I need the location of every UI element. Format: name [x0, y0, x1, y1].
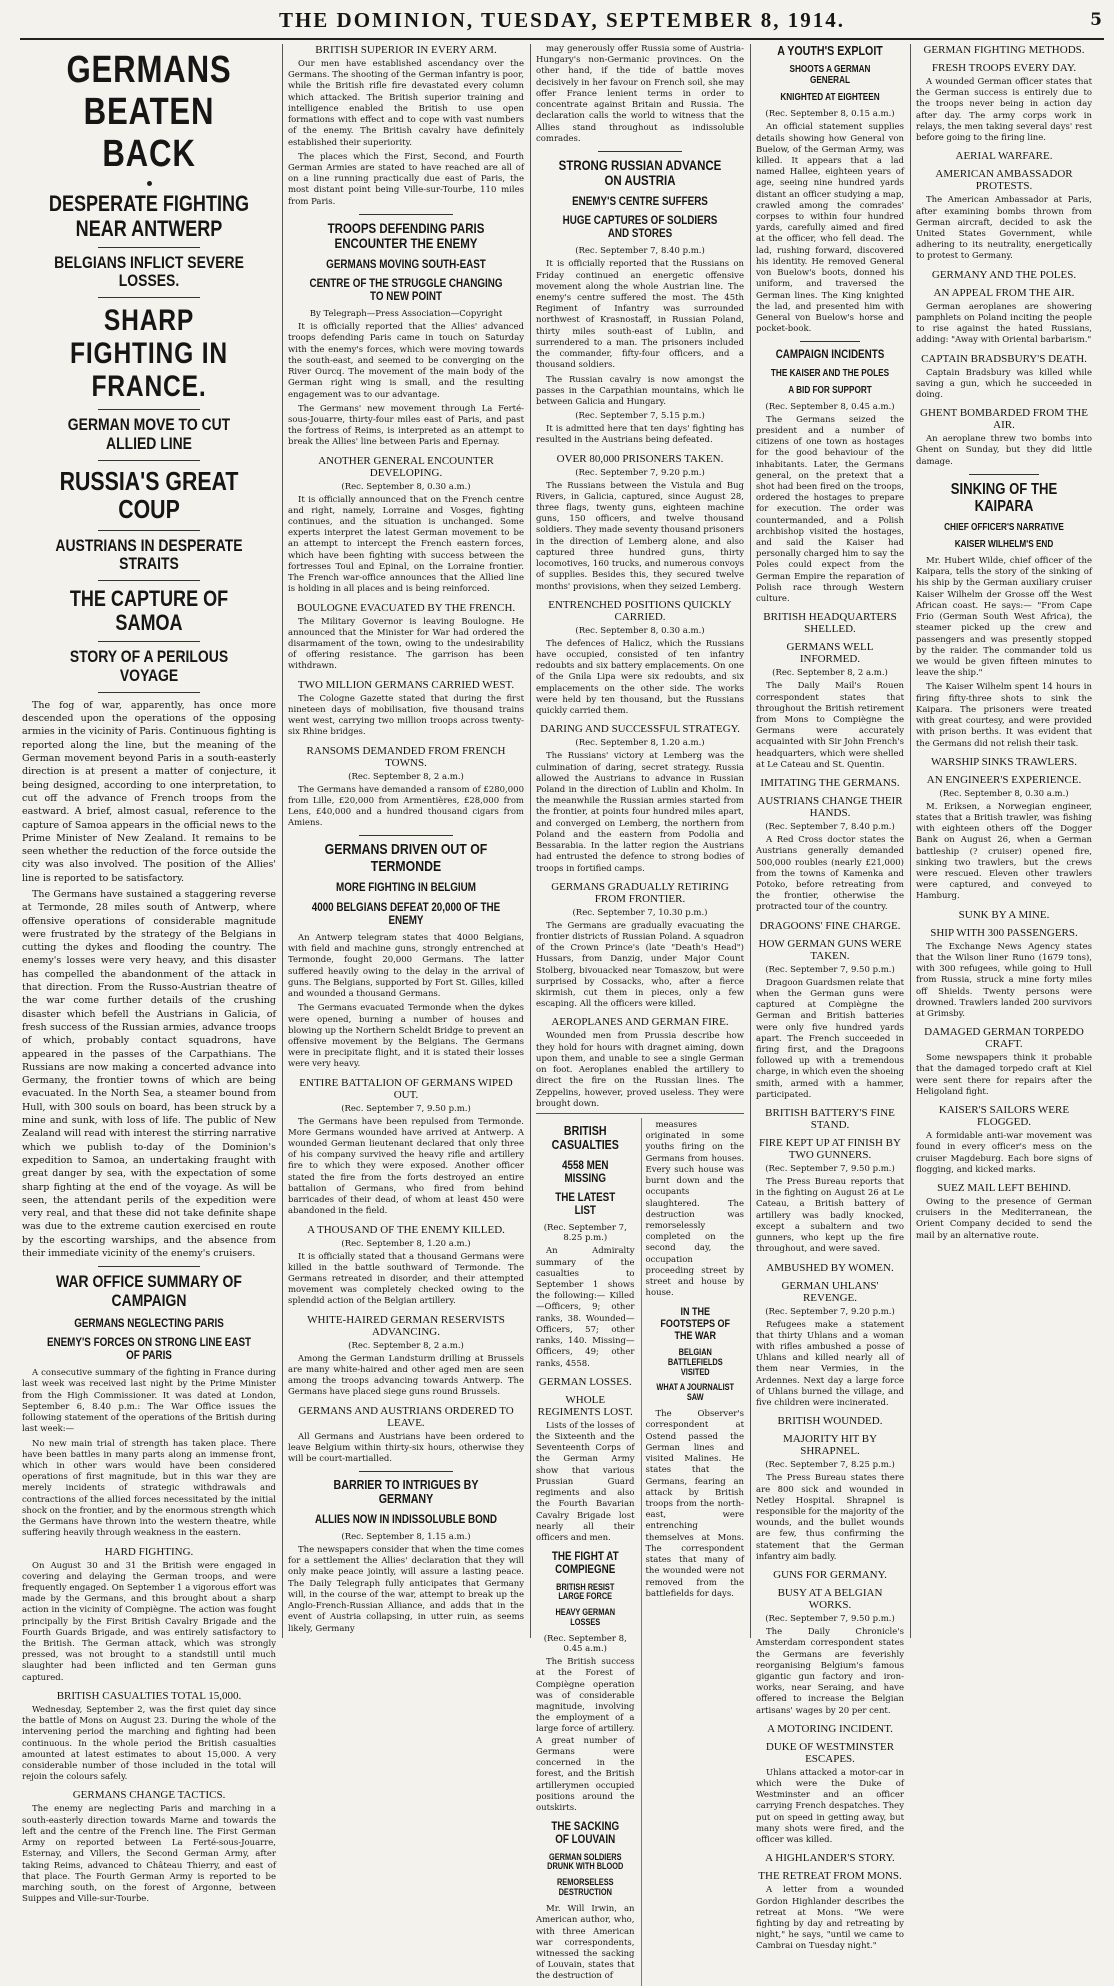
- dateline: (Rec. September 7, 8.40 p.m.): [765, 822, 895, 833]
- section-heading: BRITISH BATTERY'S FINE STAND.: [765, 1107, 895, 1132]
- article-paragraph: Dragoon Guardsmen relate that when the German guns were captured at Compiègne the German and British batteries were only five hundred yards apart. The French succeeded in firing first, and the Dragoons followed up with a tremendous charge, in which even the shoeing smith, armed with a hammer, participated.: [756, 977, 904, 1100]
- divider: [598, 151, 681, 152]
- article-paragraph: An Admiralty summary of the casualties to September 1 shows the following:— Killed—Officers, 9; other ranks, 38. Wounded—Officers, 57; other ranks, 140. Missing—Officers, 49; other ranks, 4558.: [536, 1246, 635, 1369]
- article-paragraph: Uhlans attacked a motor-car in which were the Duke of Westminster and an officer carrying French despatches. They put on speed in getting away, but many shots were fired, and the officer was killed.: [756, 1767, 904, 1846]
- article-paragraph: Wednesday, September 2, was the first quiet day since the battle of Mons on August 23. During the whole of the intervening period the marching and fighting had been continuous. In the whole period the British casualties amounted at latest estimates to about 15,000. A very considerable number of those included in the total will rejoin the colours safely.: [22, 1704, 276, 1783]
- article-paragraph: Some newspapers think it probable that the damaged torpedo craft at Kiel were sent there for repairs after the Heligoland fight.: [916, 1053, 1092, 1097]
- dateline: (Rec. September 7, 9.20 p.m.): [765, 1306, 895, 1317]
- column-4: [756, 43, 904, 1952]
- split-section: [536, 1113, 744, 1986]
- headline: SHARP FIGHTING IN FRANCE.: [70, 304, 228, 404]
- dateline: (Rec. September 7, 8.25 p.m.): [765, 1460, 895, 1471]
- subheadline: SHOOTS A GERMAN GENERAL: [789, 64, 871, 87]
- article-paragraph: The Observer's correspondent at Ostend passed the German lines and visited Malines. He states that the Germans, fearing an attack by British troops from the north-east, were entrenching themselves at Mons. The correspondent states that many of the wounded were not removed from the battlefields for days.: [645, 1409, 744, 1599]
- article-paragraph: The Germans have been repulsed from Termonde. More Germans wounded have arrived at Antwerp. A wounded German lieutenant declared that only three of his company survived the heavy rifle and artillery fire to which they were exposed. Another officer stated the fire from the forts destroyed an entire battalion of Germans, who fired from behind barricades of their dead, of whom at least 450 were abandoned in the field.: [288, 1116, 524, 1217]
- subheadline: 4000 BELGIANS DEFEAT 20,000 OF THE ENEMY: [311, 899, 501, 927]
- section-heading: DARING AND SUCCESSFUL STRATEGY.: [540, 723, 740, 736]
- dateline: (Rec. September 7, 9.50 p.m.): [765, 1164, 895, 1175]
- column-2: [288, 44, 524, 1638]
- headline: TROOPS DEFENDING PARIS ENCOUNTER THE ENEMY: [327, 219, 485, 252]
- section-heading: BRITISH CASUALTIES TOTAL 15,000.: [56, 1689, 242, 1702]
- column-rule: [910, 44, 911, 1638]
- section-heading: IMITATING THE GERMANS.: [760, 777, 900, 790]
- divider: [969, 474, 1039, 475]
- section-heading: CAPTAIN BRADSBURY'S DEATH.: [921, 352, 1087, 365]
- masthead: [20, 6, 1104, 40]
- headline: THE FIGHT AT COMPIEGNE: [551, 1549, 619, 1577]
- sub-column-right: [641, 1118, 745, 1986]
- article-paragraph: It is admitted here that ten days' fighting has resulted in the Austrians being defeated.: [536, 424, 744, 446]
- section-heading: AERIAL WARFARE.: [955, 150, 1053, 163]
- article-paragraph: It is officially stated that a thousand Germans were killed in the battle southward of Termonde. The Germans retreated in disorder, and their attempted movement was completely checked owing to the splendid action of the Belgian artillery.: [288, 1251, 524, 1307]
- divider: [359, 1471, 453, 1472]
- section-heading: KAISER'S SAILORS WERE FLOGGED.: [938, 1104, 1070, 1129]
- column-rule: [750, 44, 751, 1638]
- dateline: (Rec. September 7, 9.20 p.m.): [575, 467, 705, 478]
- article-paragraph: M. Eriksen, a Norwegian engineer, states that a British trawler, was fishing with eighteen others off the Dogger Bank on August 26, when a German battleship (? cruiser) opened fire, sinking two trawlers, but the crews were rescued. Eleven other trawlers were captured, and conveyed to Hamburg.: [916, 801, 1092, 902]
- section-heading: FIRE KEPT UP AT FINISH BY TWO GUNNERS.: [759, 1137, 901, 1162]
- headline: STRONG RUSSIAN ADVANCE ON AUSTRIA: [558, 156, 722, 189]
- subheadline: ENEMY'S CENTRE SUFFERS: [572, 193, 708, 208]
- divider: [98, 460, 200, 461]
- subheadline: THE KAISER AND THE POLES: [770, 367, 890, 379]
- dateline: (Rec. September 8, 2 a.m.): [348, 1340, 464, 1351]
- divider: [98, 692, 200, 693]
- sub-column-left: [536, 1118, 635, 1986]
- section-heading: AUSTRIANS CHANGE THEIR HANDS.: [757, 795, 903, 820]
- article-paragraph: The Germans have demanded a ransom of £280,000 from Lille, £20,000 from Armentières, £28,000 from Lens, £40,000 and a hundred thousand cigars from Amiens.: [288, 784, 524, 829]
- section-heading: ANOTHER GENERAL ENCOUNTER DEVELOPING.: [318, 454, 494, 479]
- dateline: (Rec. September 8, 2 a.m.): [348, 771, 464, 782]
- subheadline: CHIEF OFFICER'S NARRATIVE: [944, 522, 1064, 533]
- article-paragraph: The Germans seized the president and a number of citizens of one town as hostages for the good behaviour of the inhabitants. Later, the Germans general, on the pretext that a shot had been fired on the troops, ordered the hostages to prepare for execution. The order was countermanded, and a Polish archbishop visited the hostages, and said the Kaiser had personally charged him to say the Poles could expect from the German Empire the reparation of Polish race through Western culture.: [756, 414, 904, 605]
- article-paragraph: The American Ambassador at Paris, after examining bombs thrown from German aircraft, decided to ask the United States Government, while adhering to its neutrality, energetically to protest to Germany.: [916, 195, 1092, 262]
- article-paragraph: A formidable anti-war movement was found in every officer's mess on the cruiser Magdeburg. Each bore signs of flogging, and kicked marks.: [916, 1131, 1092, 1175]
- section-heading: DRAGOONS' FINE CHARGE.: [759, 919, 901, 932]
- section-heading: AMERICAN AMBASSADOR PROTESTS.: [935, 168, 1073, 193]
- article-paragraph: A Red Cross doctor states the Austrians generally demanded 500,000 roubles (nearly £21,000) from the towns of Kamenka and Potoko, before retreating from the frontier, otherwise the protracted tour of the country.: [756, 835, 904, 913]
- dateline: (Rec. September 8, 0.30 a.m.): [939, 788, 1069, 799]
- subheadline: GERMAN SOLDIERS DRUNK WITH BLOOD: [547, 1851, 624, 1872]
- article-paragraph: No new main trial of strength has taken place. There have been battles in many parts along an immense front, which in other wars would have been considered operations of first magnitude, but in this war they are merely incidents of strategic withdrawals and contractions of the allied forces necessitated by the initial shock on the frontier, and by the enormous strength which the Germans have thrown into the western theatre, while suffering heavily through weakness in the eastern.: [22, 1438, 276, 1539]
- section-heading: TWO MILLION GERMANS CARRIED WEST.: [297, 678, 515, 691]
- divider: [98, 409, 200, 410]
- divider: [98, 530, 200, 531]
- headline: THE SACKING OF LOUVAIN: [551, 1819, 620, 1847]
- dateline: (Rec. September 8, 0.45 a.m.): [543, 1634, 627, 1655]
- section-heading: ENTRENCHED POSITIONS QUICKLY CARRIED.: [548, 598, 732, 623]
- dateline: (Rec. September 8, 1.20 a.m.): [341, 1238, 471, 1249]
- section-heading: GERMANS GRADUALLY RETIRING FROM FRONTIER.: [551, 880, 729, 905]
- section-heading: HOW GERMAN GUNS WERE TAKEN.: [758, 937, 902, 962]
- column-5: [916, 44, 1092, 1638]
- article-paragraph: The Germans are gradually evacuating the frontier districts of Russian Poland. A squadron of the Crown Prince's (late "Death's Head") Hussars, from Danzig, under Major Count Stolberg, bivouacked near Tomaszow, but were surprised by Cossacks, who, after a fierce skirmish, cut them in pieces, only a few escaping. All the officers were killed.: [536, 920, 744, 1010]
- article-paragraph: The Russians' victory at Lemberg was the culmination of daring, secret strategy. Russia allowed the Austrians to advance in Russian Poland in the direction of Lublin and Kholm. In the meanwhile the Russian armies started from the frontier, at points four hundred miles apart, and converged on Lemberg, the northern from Poland and the eastern from Podolia and Bessarabia. In the latter region the Austrians had entrusted the defence to strong bodies of troops in fortified camps.: [536, 751, 744, 874]
- dateline: (Rec. September 8, 0.15 a.m.): [765, 109, 895, 120]
- divider: [98, 580, 200, 581]
- subheadline: BELGIAN BATTLEFIELDS VISITED: [667, 1346, 723, 1377]
- subheadline: ENEMY'S FORCES ON STRONG LINE EAST OF PARIS: [46, 1334, 252, 1363]
- section-heading: BRITISH SUPERIOR IN EVERY ARM.: [315, 44, 497, 56]
- divider: [98, 297, 200, 298]
- section-heading: BOULOGNE EVACUATED BY THE FRENCH.: [296, 601, 516, 614]
- headline: THE CAPTURE OF SAMOA: [69, 586, 229, 636]
- section-heading: BRITISH WOUNDED.: [777, 1415, 883, 1428]
- headline: IN THE FOOTSTEPS OF THE WAR: [659, 1305, 730, 1342]
- article-paragraph: Wounded men from Prussia describe how they hold for hours with dragnet aiming, down upon them, and unable to see a single German on foot. Aeroplanes enabled the artillery to direct the fire on the Russian lines. The Zeppelins, however, proved useless. They were brought down.: [536, 1031, 744, 1109]
- section-heading: SUEZ MAIL LEFT BEHIND.: [937, 1181, 1071, 1194]
- divider: [359, 835, 453, 836]
- article-paragraph: The Daily Chronicle's Amsterdam correspondent states the Germans are feverishly reorganising Belgium's famous gigantic gun factory and iron-works, near Seraing, and have offered to increase the Belgian artisans' wages by 20 per cent.: [756, 1627, 904, 1716]
- section-heading: BRITISH HEADQUARTERS SHELLED.: [763, 611, 897, 636]
- dateline: (Rec. September 8, 0.30 a.m.): [575, 625, 705, 636]
- dateline: (Rec. September 8, 1.20 a.m.): [575, 738, 705, 749]
- headline: WAR OFFICE SUMMARY OF CAMPAIGN: [56, 1272, 242, 1310]
- section-heading: GERMANY AND THE POLES.: [931, 268, 1077, 281]
- article-paragraph: The Daily Mail's Rouen correspondent states that throughout the British retirement from Mons to Compiègne the Germans were accurately acquainted with Sir John French's headquarters, which were shelled at Le Cateau and St. Quentin.: [756, 681, 904, 770]
- subheadline: GERMANS NEGLECTING PARIS: [74, 1315, 224, 1330]
- headline: GERMAN MOVE TO CUT ALLIED LINE: [67, 415, 231, 453]
- headline: BELGIANS INFLICT SEVERE LOSSES.: [54, 252, 244, 291]
- section-heading: THE RETREAT FROM MONS.: [758, 1870, 902, 1883]
- article-paragraph: The Germans' new movement through La Ferté-sous-Jouarre, thirty-four miles east of Paris, and past the fortress of Reims, is interpreted as an attempt to break the Allies' line between Paris and Epernay.: [288, 403, 524, 448]
- headline: DESPERATE FIGHTING NEAR ANTWERP: [48, 191, 250, 241]
- article-paragraph: Lists of the losses of the Sixteenth and the Seventeenth Corps of the German Army show that various Prussian Guard regiments and also the Fourth Bavarian Cavalry Brigade lost nearly all their officers and men.: [536, 1420, 635, 1543]
- dateline: (Rec. September 8, 0.30 a.m.): [341, 481, 471, 492]
- article-paragraph: Mr. Hubert Wilde, chief officer of the Kaipara, tells the story of the sinking of his ship by the German auxiliary cruiser Kaiser Wilhelm der Grosse off the West African coast. He says:— "From Cape Frio (German South West Africa), the steamer picked up the crew and passengers and was presently stopped by the raider. The commander told us we would be given fifteen minutes to leave the ship.": [916, 556, 1092, 679]
- article-paragraph: On August 30 and 31 the British were engaged in covering and delaying the German troops, and were frequently engaged. On September 1 a vigorous effort was made by the Germans, and this brought about a sharp action in the vicinity of Compiègne. The action was fought principally by the First British Cavalry Brigade and the Fourth Guards Brigade, and was entirely satisfactory to the British. The German attack, which was strongly pressed, was not brought to a standstill until much slaughter had been inflicted and ten German guns captured.: [22, 1560, 276, 1683]
- section-heading: A HIGHLANDER'S STORY.: [765, 1852, 895, 1865]
- article-paragraph: The Germans have sustained a staggering reverse at Termonde, 28 miles south of Antwerp, where offensive operations of considerable magnitude were frustrated by the strategy of the Belgians in cutting the dykes and flooding the country. The enemy's losses were very heavy, and this disaster has compelled the abandonment of the attack in that direction. From the Russo-Austrian theatre of the war come further details of the crushing disaster which befell the Austrians in Galicia, of fresh success of the Russian armies, advance troops of which, probably contact squadrons, have appeared in the passes of the Carpathians. The Russians are now making a concerted advance into Germany, the frontier towns of which are being evacuated. In the North Sea, a steamer bound from Hull, with 300 souls on board, has been struck by a mine and sunk, with loss of life. The public of New Zealand will read with interest the stirring narrative which we publish to-day of the Dominion's expedition to Samoa, an undertaking fraught with great danger by sea, with the expectation of some sharp fighting at the end of the voyage. As will be seen, the attendant perils of the expedition were very real, and that these did not take definite shape was due to the extreme caution exercised en route by the escorting warships, and the absence from their immediate vicinity of the enemy's cruisers.: [22, 888, 276, 1259]
- subheadline: 4558 MEN MISSING: [561, 1157, 609, 1185]
- section-heading: FRESH TROOPS EVERY DAY.: [931, 62, 1077, 74]
- article-paragraph: The British success at the Forest of Compiègne operation was of considerable magnitude, involving the employment of a large force of artillery. A great number of Germans were concerned in the forest, and the British artillerymen occupied positions around the outskirts.: [536, 1657, 635, 1813]
- article-paragraph: An Antwerp telegram states that 4000 Belgians, with field and machine guns, strongly entrenched at Termonde, fought 20,000 Germans. The latter suffered heavily owing to the delay in the arrival of guns. The Belgians, supported by Fort St. Gilles, killed and wounded a thousand Germans.: [288, 932, 524, 1000]
- section-heading: ENTIRE BATTALION OF GERMANS WIPED OUT.: [299, 1076, 513, 1101]
- subheadline: HUGE CAPTURES OF SOLDIERS AND STORES: [562, 212, 718, 241]
- headline: RUSSIA'S GREAT COUP: [59, 465, 239, 525]
- subheadline: HEAVY GERMAN LOSSES: [555, 1607, 616, 1628]
- headline: BARRIER TO INTRIGUES BY GERMANY: [333, 1477, 479, 1507]
- section-heading: GUNS FOR GERMANY.: [773, 1569, 887, 1582]
- section-heading: BUSY AT A BELGIAN WORKS.: [777, 1587, 883, 1612]
- section-heading: WHITE-HAIRED GERMAN RESERVISTS ADVANCING.: [307, 1313, 505, 1338]
- article-paragraph: Captain Bradsbury was killed while saving a gun, which he succeeded in doing.: [916, 367, 1092, 400]
- section-heading: GERMANS AND AUSTRIANS ORDERED TO LEAVE.: [298, 1404, 514, 1429]
- section-heading: AN APPEAL FROM THE AIR.: [933, 286, 1075, 299]
- section-heading: WHOLE REGIMENTS LOST.: [537, 1393, 633, 1418]
- article-paragraph: measures originated in some youths firing on the Germans from houses. Every such house was burnt down and the occupants slaughtered. The destruction was remorselessly completed on the second day, the occupation proceeding street by street and house by house.: [645, 1120, 744, 1299]
- article-paragraph: The enemy are neglecting Paris and marching in a south-easterly direction towards Marne and towards the left and the centre of the French line. The First German Army on reported between La Ferté-sous-Jouarre, Esternay, and Villers, the Second German Army, after taking Reims, advanced to Château Thierry, and east of that place. The Fourth German Army is reported to be marching south, on the forest of Argonne, between Suippes and Ville-sur-Tourbe.: [22, 1804, 276, 1905]
- article-paragraph: The Press Bureau reports that in the fighting on August 26 at Le Cateau, a British battery of artillery was badly knocked, except a subaltern and two gunners, who kept up the fire throughout, and were saved.: [756, 1177, 904, 1255]
- section-heading: GERMAN LOSSES.: [538, 1375, 632, 1388]
- column-1: [22, 44, 276, 1905]
- article-paragraph: The Cologne Gazette stated that during the first nineteen days of mobilisation, five thousand trains went west, carrying two million troops across twenty-six Rhine bridges.: [288, 693, 524, 738]
- article-paragraph: It is officially announced that on the French centre and right, namely, Lorraine and Vosges, fighting continues, and the situation is unchanged. Some experts interpret the latest German movement to be an attempt to intercept the French eastern forces, which have been fighting with success between the fortresses Toul and Epinal, on the Lorraine frontier. The French war-office announces that the Allied line is holding in all places and is being reinforced.: [288, 494, 524, 595]
- article-paragraph: Mr. Will Irwin, an American author, who, with three American war correspondents, witnessed the sacking of Louvain, states that the destruction of: [536, 1904, 635, 1982]
- subheadline: GERMANS MOVING SOUTH-EAST: [326, 256, 486, 271]
- article-paragraph: A consecutive summary of the fighting in France during last week was received last night by the Prime Minister from the High Commissioner. It was dated at London, September 6, 8.40 p.m.: The War Office issues the following statement of the operations of the British during last week:—: [22, 1368, 276, 1435]
- section-heading: GERMAN UHLANS' REVENGE.: [781, 1279, 879, 1304]
- section-heading: GHENT BOMBARDED FROM THE AIR.: [920, 407, 1088, 432]
- dateline: (Rec. September 7, 10.30 p.m.): [572, 907, 708, 918]
- article-paragraph: Among the German Landsturm drilling at Brussels are many white-haired and other aged men are seen among the troops advancing towards Antwerp. The Germans have placed siege guns round Brussels.: [288, 1353, 524, 1398]
- section-heading: GERMANS WELL INFORMED.: [786, 641, 874, 666]
- subheadline: MORE FIGHTING IN BELGIUM: [336, 880, 476, 895]
- article-paragraph: The places which the First, Second, and Fourth German Armies are stated to have reached are all of on a line running practically due east of Paris, the most distant point being Ville-sur-Tourbe, 110 miles from Paris.: [288, 151, 524, 207]
- section-heading: AEROPLANES AND GERMAN FIRE.: [551, 1016, 729, 1029]
- headline: AUSTRIANS IN DESPERATE STRAITS: [55, 535, 243, 574]
- article-paragraph: A letter from a wounded Gordon Highlander describes the retreat at Mons. "We were fighting by day and retreating by night," he says, "until we came to Cambrai on Tuesday night.": [756, 1885, 904, 1952]
- section-heading: DUKE OF WESTMINSTER ESCAPES.: [765, 1740, 895, 1765]
- dateline: (Rec. September 7, 5.15 p.m.): [575, 411, 705, 422]
- headline: A YOUTH'S EXPLOIT: [777, 43, 883, 58]
- section-heading: AN ENGINEER'S EXPERIENCE.: [926, 773, 1082, 786]
- article-paragraph: The Kaiser Wilhelm spent 14 hours in firing fifty-three shots to sink the Kaipara. The prisoners were treated with great courtesy, and were provided with prison berths. It was evident that the Germans did not relish their task.: [916, 682, 1092, 749]
- subheadline: BRITISH RESIST LARGE FORCE: [556, 1581, 615, 1602]
- section-heading: A MOTORING INCIDENT.: [767, 1722, 893, 1735]
- article-paragraph: The Russian cavalry is now amongst the passes in the Carpathian mountains, which lie between Galicia and Hungary.: [536, 374, 744, 407]
- article-paragraph: Owing to the presence of German cruisers in the Mediterranean, the Orient Company decided to send the mail by an alternative route.: [916, 1196, 1092, 1241]
- article-paragraph: It is officially reported that the Russians on Friday continued an energetic offensive movement along the whole Austrian line. The enemy's centre suffered the most. The 45th Regiment of Infantry was surrounded northwest of Krasnostaff, in Russian Poland, thirty miles south-east of Lublin, and surrendered to a man. The prisoners included the commander, fifty-four officers, and a thousand soldiers.: [536, 259, 744, 371]
- article-paragraph: German aeroplanes are showering pamphlets on Poland inciting the people to rise against the hated Russians, adding: "Away with Oriental barbarism.": [916, 301, 1092, 346]
- divider: [359, 214, 453, 215]
- section-heading: HARD FIGHTING.: [104, 1545, 194, 1558]
- article-paragraph: may generously offer Russia some of Austria-Hungary's non-Germanic provinces. On the other hand, if the tide of battle moves decisively in her favour on French soil, she may offer France lenient terms in order to concentrate against Britain and Russia. The declaration calls the world to witness that the Allies stand throughout as indissoluble comrades.: [536, 44, 744, 144]
- article-paragraph: The Russians between the Vistula and Bug Rivers, in Galicia, captured, since August 28, three flags, twenty guns, eighteen machine guns, 150 officers, and twelve thousand soldiers. They made seventy thousand prisoners in the direction of Lemberg alone, and also captured three hundred guns, thirty locomotives, 160 trucks, and numerous convoys of supplies. Besides this, they secured twelve months' provisions, when they seized Lemberg.: [536, 480, 744, 592]
- column-3: [536, 44, 744, 1982]
- headline: STORY OF A PERILOUS VOYAGE: [69, 647, 229, 686]
- column-rule: [282, 44, 283, 1638]
- article-paragraph: Our men have established ascendancy over the Germans. The shooting of the German infantry is poor, while the British rifle fire devastated every column which attacked. The British superior training and intelligence enabled the British to use open formations with effect and to cope with vast numbers of the enemy. The British cavalry have definitely established their superiority.: [288, 59, 524, 148]
- dateline: (Rec. September 7, 9.50 p.m.): [341, 1103, 471, 1114]
- article-paragraph: The Germans evacuated Termonde when the dykes were opened, burning a number of houses and blowing up the Northern Scheldt Bridge to prevent an offensive movement by the Belgians. The Germans were in precipitate flight, and it is stated their losses were very heavy.: [288, 1003, 524, 1070]
- dateline: (Rec. September 7, 9.50 p.m.): [765, 964, 895, 975]
- dateline: (Rec. September 7, 8.40 p.m.): [575, 246, 705, 257]
- article-paragraph: The Press Bureau states there are 800 sick and wounded in Netley Hospital. Shrapnel is responsible for the majority of the wounds, and the bullet wounds are few, thus confirming the statement that the German infantry aim badly.: [756, 1473, 904, 1562]
- article-paragraph: An aeroplane threw two bombs into Ghent on Sunday, but they did little damage.: [916, 434, 1092, 467]
- section-heading: OVER 80,000 PRISONERS TAKEN.: [556, 452, 724, 465]
- subheadline: KNIGHTED AT EIGHTEEN: [780, 92, 880, 104]
- article-paragraph: Refugees make a statement that thirty Uhlans and a woman with rifles ambushed a posse of Uhlans and killed nearly all of them near Vermies, in the Ardennes. Next day a large force of Uhlans burned the village, and five children were incinerated.: [756, 1319, 904, 1409]
- headline: GERMANS DRIVEN OUT OF TERMONDE: [324, 841, 488, 875]
- section-heading: A THOUSAND OF THE ENEMY KILLED.: [307, 1223, 505, 1236]
- section-heading: GERMAN FIGHTING METHODS.: [923, 44, 1085, 56]
- article-paragraph: All Germans and Austrians have been ordered to leave Belgium within thirty-six hours, otherwise they will be court-martialled.: [288, 1431, 524, 1464]
- article-paragraph: The Military Governor is leaving Boulogne. He announced that the Minister for War had ordered the disarmament of the town, owing to the undesirability of offering resistance. The garrison has been withdrawn.: [288, 616, 524, 672]
- dateline: (Rec. September 7, 9.50 p.m.): [765, 1614, 895, 1625]
- headline: CAMPAIGN INCIDENTS: [775, 347, 885, 362]
- article-paragraph: A wounded German officer states that the German success is entirely due to the troops never being in action day after day. The army corps work in relays, the men taking several days' rest before going to the firing line.: [916, 77, 1092, 144]
- subheadline: THE LATEST LIST: [555, 1189, 616, 1218]
- subheadline: A BID FOR SUPPORT: [788, 384, 872, 396]
- divider: [147, 181, 152, 186]
- section-heading: GERMANS CHANGE TACTICS.: [72, 1789, 226, 1802]
- article-paragraph: The defences of Halicz, which the Russians have occupied, consisted of ten infantry redoubts and six battery emplacements. On one of the Gnila Lipa were six redoubts, and six emplacements on the other side. The works were held by ten thousand, but the Russians quickly carried them.: [536, 638, 744, 717]
- subheadline: ALLIES NOW IN INDISSOLUBLE BOND: [314, 1511, 498, 1526]
- dateline: (Rec. September 8, 2 a.m.): [772, 668, 888, 679]
- column-rule: [530, 44, 531, 1638]
- subheadline: WHAT A JOURNALIST SAW: [655, 1382, 734, 1403]
- dateline: (Rec. September 7, 8.25 p.m.): [543, 1223, 627, 1244]
- article-paragraph: The Exchange News Agency states that the Wilson liner Runo (1679 tons), with 300 refugees, while going to Hull from Russia, struck a mine forty miles off Shields. Twenty persons were drowned. Trawlers landed 200 survivors at Grimsby.: [916, 941, 1092, 1019]
- newspaper-title: THE DOMINION, TUESDAY, SEPTEMBER 8, 1914.: [278, 8, 846, 32]
- article-paragraph: It is officially reported that the Allies' advanced troops defending Paris came in touch on Saturday with the enemy's forces, which were moving towards the south-east, and seemed to be converging on the River Ourcq. The movement of the main body of the German right wing is small, and the resulting engagement was to our advantage.: [288, 322, 524, 400]
- section-heading: SUNK BY A MINE.: [958, 908, 1050, 921]
- headline: GERMANS BEATEN BACK: [66, 49, 232, 175]
- divider: [98, 247, 200, 248]
- article-paragraph: The fog of war, apparently, has once more descended upon the operations of the opposing armies in the vicinity of Paris. Continuous fighting is reported along the line, but the meaning of the German movement beyond Paris in a south-easterly direction is at present a matter of conjecture, it being designed, according to one interpretation, to cut off the advance of French troops from the eastward. A brief, almost casual, reference to the capture of Samoa appears in the official news to the Prime Minister of New Zealand. It remains to be seen whether the reduction of the force outside the city was also involved. The position of the Allies' line is reported to be satisfactory.: [22, 699, 276, 884]
- section-heading: MAJORITY HIT BY SHRAPNEL.: [782, 1433, 878, 1458]
- subheadline: CENTRE OF THE STRUGGLE CHANGING TO NEW POINT: [309, 275, 503, 303]
- headline: BRITISH CASUALTIES: [551, 1123, 619, 1153]
- subheadline: REMORSELESS DESTRUCTION: [556, 1877, 614, 1898]
- dateline: By Telegraph—Press Association—Copyright: [309, 309, 503, 320]
- section-heading: DAMAGED GERMAN TORPEDO CRAFT.: [924, 1026, 1084, 1051]
- article-paragraph: The newspapers consider that when the time comes for a settlement the Allies' declaration that they will only make peace jointly, will assure a lasting peace. The Daily Telegraph fully anticipates that Germany will, in the course of the war, attempt to break up the Anglo-French-Russian Alliance, and adds that in the event of Austria collapsing, in utter ruin, as seems likely, Germany: [288, 1544, 524, 1634]
- divider: [98, 641, 200, 642]
- headline: SINKING OF THE KAIPARA: [950, 480, 1058, 516]
- article-paragraph: An official statement supplies details showing how General von Buelow, of the German Army, was killed. It appears that a lad named Hallee, eighteen years of age, seeing nine hundred yards distant an officer studying a map, crawled among the comrades' corpses to within four hundred yards, carefully aimed and fired at the officer, who fell dead. The lad, rushing forward, discovered his identity. He removed General von Buelow's boots, donned his uniform, and traversed the German lines. The King knighted the lad, and presented him with General von Buelow's horse and pocket-book.: [756, 122, 904, 335]
- section-heading: AMBUSHED BY WOMEN.: [766, 1261, 894, 1274]
- divider: [98, 1266, 200, 1267]
- section-heading: WARSHIP SINKS TRAWLERS.: [930, 755, 1078, 768]
- page-number: 5: [1090, 10, 1102, 30]
- dateline: (Rec. September 8, 0.45 a.m.): [765, 401, 895, 412]
- subheadline: KAISER WILHELM'S END: [954, 539, 1054, 550]
- section-heading: SHIP WITH 300 PASSENGERS.: [930, 926, 1078, 939]
- divider: [800, 341, 859, 342]
- dateline: (Rec. September 8, 1.15 a.m.): [341, 1531, 471, 1542]
- section-heading: RANSOMS DEMANDED FROM FRENCH TOWNS.: [306, 744, 506, 769]
